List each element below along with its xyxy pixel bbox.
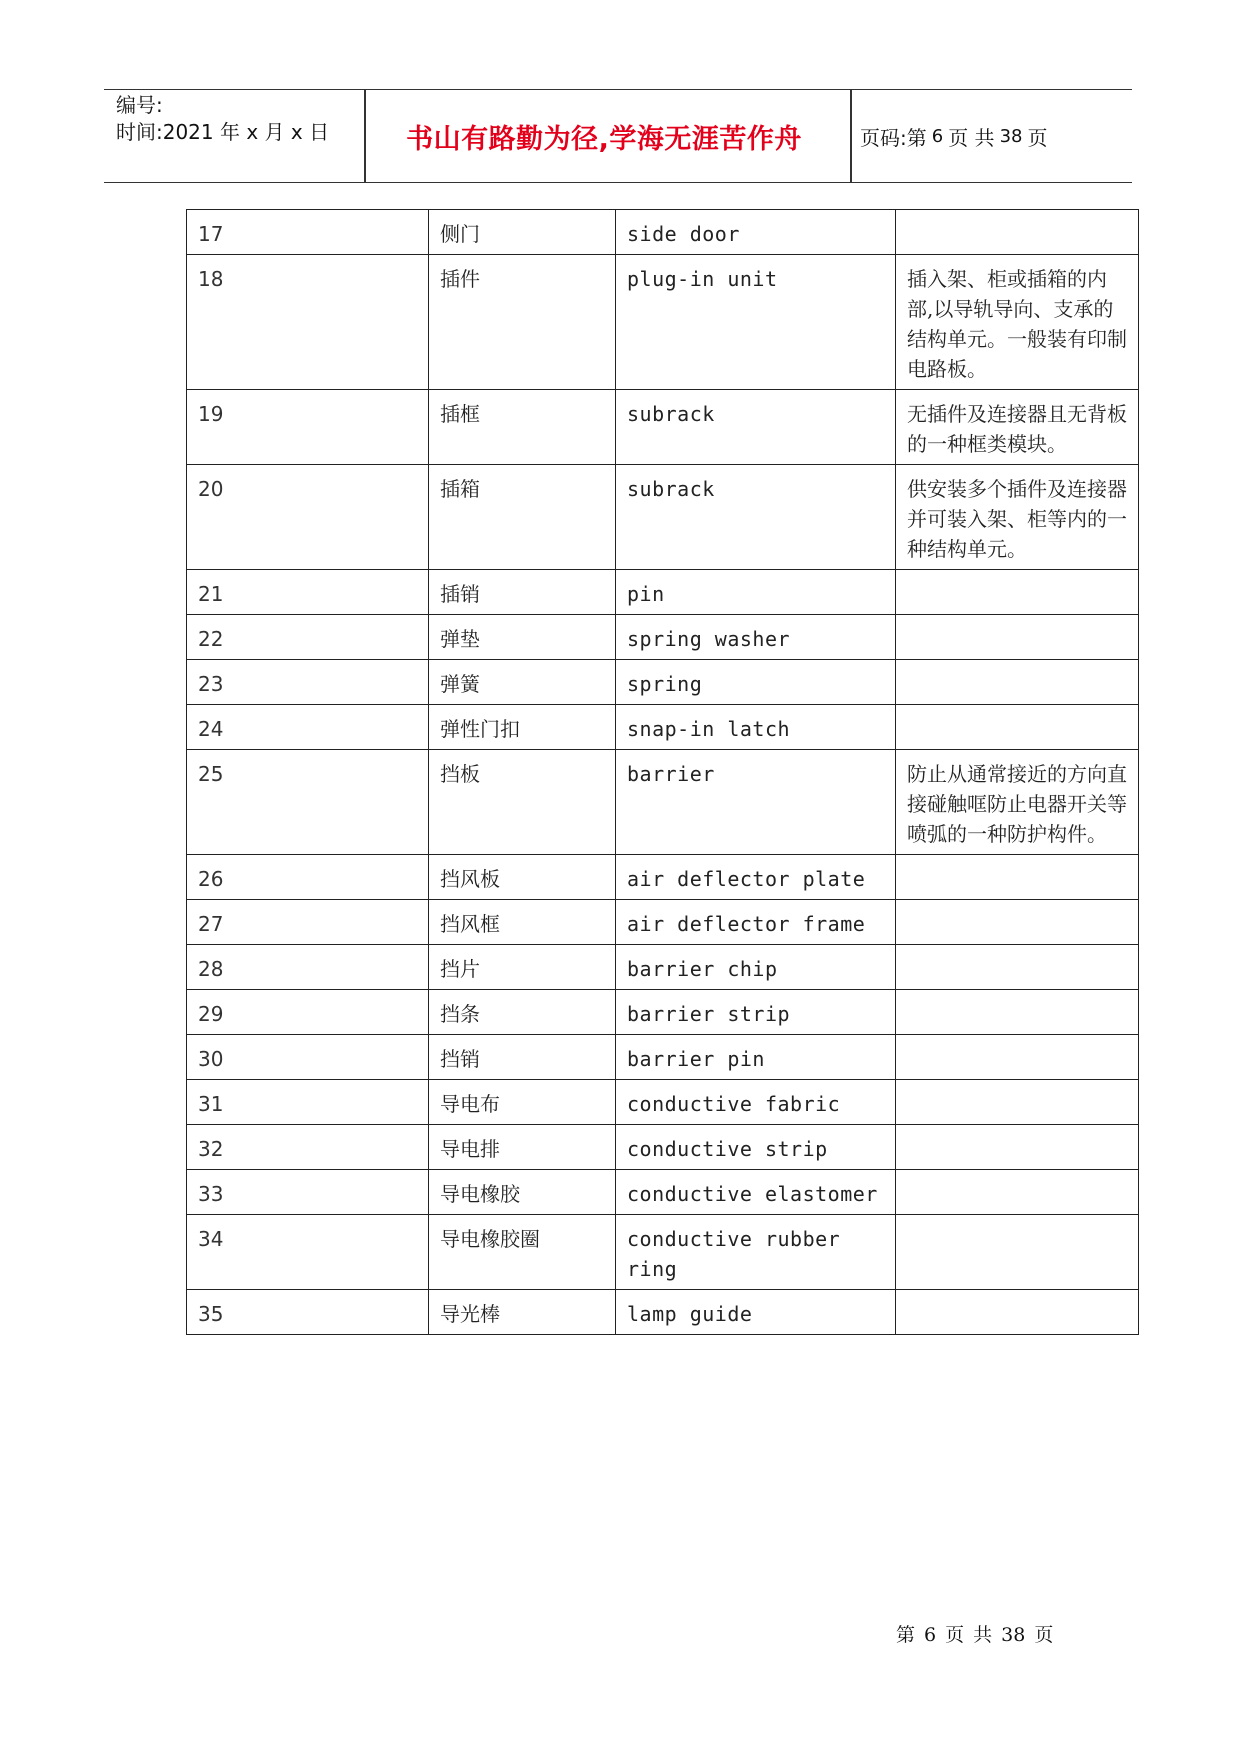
term-chinese: 挡风板 — [429, 855, 616, 900]
term-number: 23 — [187, 660, 429, 705]
term-english: air deflector plate — [616, 855, 896, 900]
term-description — [896, 945, 1139, 990]
table-row — [187, 1080, 1139, 1125]
header-motto: 书山有路勤为径,学海无涯苦作舟 — [406, 123, 802, 155]
term-number: 19 — [187, 390, 429, 465]
term-english: barrier pin — [616, 1035, 896, 1080]
header-meta — [116, 92, 361, 146]
footer-word: 第 — [896, 1624, 916, 1646]
term-english: conductive strip — [616, 1125, 896, 1170]
term-chinese: 弹性门扣 — [429, 705, 616, 750]
table-row — [187, 255, 1139, 390]
term-english: side door — [616, 210, 896, 255]
term-chinese: 挡销 — [429, 1035, 616, 1080]
page-suffix: 页 — [1027, 125, 1048, 150]
page-mid: 页 共 — [948, 125, 995, 150]
term-number: 35 — [187, 1290, 429, 1335]
term-description — [896, 210, 1139, 255]
term-description — [896, 855, 1139, 900]
footer-word: 共 — [973, 1624, 993, 1646]
term-chinese: 挡风框 — [429, 900, 616, 945]
table-row — [187, 615, 1139, 660]
term-description: 插入架、柜或插箱的内部,以导轨导向、支承的结构单元。一般装有印制电路板。 — [896, 255, 1139, 390]
term-description: 防止从通常接近的方向直接碰触哐防止电器开关等喷弧的一种防护构件。 — [896, 750, 1139, 855]
page-footer — [896, 1620, 1062, 1647]
term-chinese: 侧门 — [429, 210, 616, 255]
page-prefix: 页码:第 — [860, 125, 927, 150]
term-description — [896, 660, 1139, 705]
term-english: lamp guide — [616, 1290, 896, 1335]
term-english: spring — [616, 660, 896, 705]
term-chinese: 插件 — [429, 255, 616, 390]
table-row — [187, 1125, 1139, 1170]
term-number: 20 — [187, 465, 429, 570]
term-number: 21 — [187, 570, 429, 615]
footer-word: 页 — [945, 1624, 965, 1646]
term-description — [896, 900, 1139, 945]
term-number: 32 — [187, 1125, 429, 1170]
term-english: plug-in unit — [616, 255, 896, 390]
term-number: 25 — [187, 750, 429, 855]
term-chinese: 导电排 — [429, 1125, 616, 1170]
table-row — [187, 750, 1139, 855]
term-description: 无插件及连接器且无背板的一种框类模块。 — [896, 390, 1139, 465]
term-number: 33 — [187, 1170, 429, 1215]
term-english: air deflector frame — [616, 900, 896, 945]
document-header — [104, 89, 1132, 183]
table-row — [187, 900, 1139, 945]
term-chinese: 弹簧 — [429, 660, 616, 705]
term-chinese: 弹垫 — [429, 615, 616, 660]
term-chinese: 导电橡胶圈 — [429, 1215, 616, 1290]
term-english: barrier strip — [616, 990, 896, 1035]
term-number: 22 — [187, 615, 429, 660]
term-chinese: 导电橡胶 — [429, 1170, 616, 1215]
table-row — [187, 465, 1139, 570]
table-row — [187, 390, 1139, 465]
term-description — [896, 1035, 1139, 1080]
term-description — [896, 990, 1139, 1035]
term-number: 29 — [187, 990, 429, 1035]
term-chinese: 插框 — [429, 390, 616, 465]
page-total: 38 — [999, 125, 1023, 147]
term-english: conductive rubber ring — [616, 1215, 896, 1290]
table-row — [187, 210, 1139, 255]
term-description — [896, 615, 1139, 660]
table-row — [187, 855, 1139, 900]
footer-word: 页 — [1034, 1624, 1054, 1646]
table-row — [187, 660, 1139, 705]
term-english: barrier chip — [616, 945, 896, 990]
table-row — [187, 945, 1139, 990]
footer-current-page: 6 — [924, 1624, 937, 1646]
term-number: 24 — [187, 705, 429, 750]
table-row — [187, 1170, 1139, 1215]
term-chinese: 插箱 — [429, 465, 616, 570]
term-english: subrack — [616, 390, 896, 465]
term-english: barrier — [616, 750, 896, 855]
table-row — [187, 1290, 1139, 1335]
term-description — [896, 1170, 1139, 1215]
term-description — [896, 1290, 1139, 1335]
table-row — [187, 1215, 1139, 1290]
term-chinese: 导电布 — [429, 1080, 616, 1125]
term-description — [896, 705, 1139, 750]
term-description — [896, 1125, 1139, 1170]
term-english: pin — [616, 570, 896, 615]
term-english: conductive elastomer — [616, 1170, 896, 1215]
term-description — [896, 1215, 1139, 1290]
term-number: 27 — [187, 900, 429, 945]
term-english: subrack — [616, 465, 896, 570]
term-chinese: 导光棒 — [429, 1290, 616, 1335]
term-number: 31 — [187, 1080, 429, 1125]
term-number: 17 — [187, 210, 429, 255]
terms-table-body — [187, 210, 1139, 1335]
table-row — [187, 1035, 1139, 1080]
term-description — [896, 1080, 1139, 1125]
terms-table — [186, 209, 1139, 1335]
serial-label: 编号: — [116, 93, 163, 117]
header-divider — [850, 90, 852, 182]
term-description: 供安装多个插件及连接器并可装入架、柜等内的一种结构单元。 — [896, 465, 1139, 570]
term-number: 18 — [187, 255, 429, 390]
term-number: 30 — [187, 1035, 429, 1080]
term-english: snap-in latch — [616, 705, 896, 750]
table-row — [187, 990, 1139, 1035]
header-page-info — [860, 90, 1047, 182]
term-number: 26 — [187, 855, 429, 900]
time-label: 时间:2021 年 x 月 x 日 — [116, 120, 330, 144]
table-row — [187, 705, 1139, 750]
term-description — [896, 570, 1139, 615]
term-chinese: 挡板 — [429, 750, 616, 855]
term-chinese: 挡条 — [429, 990, 616, 1035]
term-english: conductive fabric — [616, 1080, 896, 1125]
term-chinese: 挡片 — [429, 945, 616, 990]
table-row — [187, 570, 1139, 615]
term-english: spring washer — [616, 615, 896, 660]
term-number: 34 — [187, 1215, 429, 1290]
term-chinese: 插销 — [429, 570, 616, 615]
page-current: 6 — [931, 125, 944, 147]
footer-total-pages: 38 — [1001, 1624, 1026, 1646]
term-number: 28 — [187, 945, 429, 990]
